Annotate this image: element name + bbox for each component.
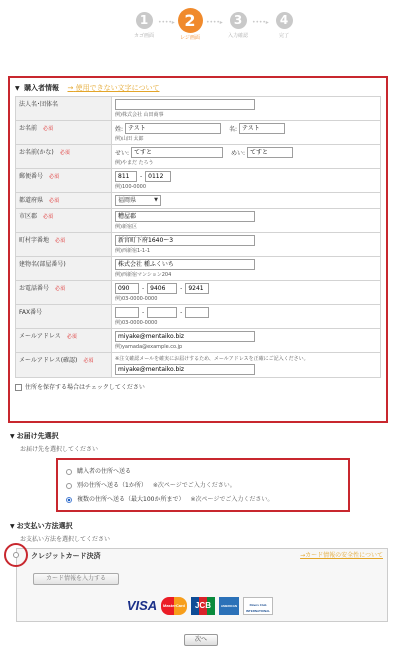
required-badge: 必須: [55, 286, 66, 292]
save-address-row[interactable]: [15, 382, 381, 391]
fax3-input[interactable]: [185, 307, 209, 318]
row-email: [16, 329, 381, 353]
zip2-input[interactable]: 0112: [145, 171, 171, 182]
example-text: 例)03-0000-0000: [115, 320, 158, 326]
field-label: メールアドレス(確認) 必須: [16, 353, 112, 378]
fax1-input[interactable]: [115, 307, 139, 318]
triangle-down-icon: ▼: [15, 85, 20, 92]
first-name-input[interactable]: テスト: [239, 123, 285, 134]
row-pref: [16, 193, 381, 209]
mastercard-logo: MasterCard: [161, 597, 187, 615]
example-text: 例)新宿区: [115, 224, 137, 230]
triangle-down-icon: ▼: [10, 523, 15, 530]
delivery-option-single[interactable]: 別の住所へ送る（1か所） ※次ページでご入力ください。: [66, 479, 340, 493]
row-kana: お名前(かな) 必須 せい: てすと めい: てすと 例)やまだ たろう: [16, 145, 381, 169]
field-label: 郵便番号 必須: [16, 169, 112, 193]
required-badge: 必須: [49, 198, 60, 204]
email-input[interactable]: miyake@mentaiko.biz: [115, 331, 255, 342]
step-register: [170, 10, 210, 41]
row-email-confirm: [16, 353, 381, 378]
example-text: 例)株式会社 山田商事: [115, 112, 164, 118]
field-label: お名前 必須: [16, 121, 112, 145]
example-text: 例)yamada@example.co.jp: [115, 344, 183, 350]
example-text: 例)西新宿1-1-1: [115, 248, 151, 254]
payment-section: [10, 520, 390, 626]
step-number: 3: [230, 12, 247, 29]
radio-button[interactable]: [66, 469, 72, 475]
row-zip: 郵便番号 必須 811 - 0112 例)100-0000: [16, 169, 381, 193]
street-input[interactable]: 新宮町下府1640ー3: [115, 235, 255, 246]
credit-card-radio[interactable]: [13, 552, 19, 558]
zip1-input[interactable]: 811: [115, 171, 137, 182]
purchaser-form: [15, 96, 381, 378]
step-label: 完了: [278, 33, 289, 39]
email-confirm-input[interactable]: miyake@mentaiko.biz: [115, 364, 255, 375]
delivery-subtext: お届け先を選択してください: [20, 446, 99, 453]
step-label: レジ画面: [180, 35, 200, 41]
field-label: メールアドレス 必須: [16, 329, 112, 353]
required-badge: 必須: [83, 358, 94, 364]
delivery-options: [56, 458, 350, 512]
field-label: 市区郡 必須: [16, 209, 112, 233]
example-text: 例)やまだ たろう: [115, 160, 154, 166]
step-arrow-icon: • • • • ▸: [206, 19, 222, 26]
payment-heading: ▼ お支払い方法選択: [10, 522, 73, 530]
email-confirm-note: ※注文確認メールを確実にお届けするため、メールアドレスを正確にご記入ください。: [115, 356, 309, 362]
example-text: 例)西新宿マンション204: [115, 272, 172, 278]
credit-card-option[interactable]: クレジットカード決済 →カード情報の安全性について: [17, 549, 387, 563]
delivery-option-multiple[interactable]: 複数の住所へ送る（最大100か所まで） ※次ページでご入力ください。: [66, 493, 340, 507]
row-name: お名前 必須 姓: テスト 名: テスト 例)山田 太郎: [16, 121, 381, 145]
field-label: 建物名(部屋番号): [16, 257, 112, 281]
building-input[interactable]: 株式会社 種ふくいち: [115, 259, 255, 270]
triangle-down-icon: ▼: [10, 433, 15, 440]
row-tel: お電話番号 必須 090 - 9406 - 9241 例)03-0000-0000: [16, 281, 381, 305]
example-text: 例)山田 太郎: [115, 136, 144, 142]
payment-option-box: [16, 548, 388, 626]
card-safety-link[interactable]: →カード情報の安全性について: [300, 552, 383, 559]
example-text: 例)03-0000-0000: [115, 296, 158, 302]
city-input[interactable]: 糟屋郡: [115, 211, 255, 222]
next-button[interactable]: 次へ: [184, 634, 218, 646]
step-number: 2: [178, 8, 203, 33]
row-building: [16, 257, 381, 281]
highlight-circle: [4, 543, 28, 567]
required-badge: 必須: [55, 238, 66, 244]
last-name-kana-input[interactable]: てすと: [131, 147, 223, 158]
save-address-label: 住所を保存する場合はチェックしてください: [25, 384, 145, 391]
required-badge: 必須: [59, 150, 70, 156]
row-corp: [16, 97, 381, 121]
tel2-input[interactable]: 9406: [147, 283, 177, 294]
field-label: お名前(かな) 必須: [16, 145, 112, 169]
delivery-section: [10, 430, 390, 503]
purchaser-section: [8, 76, 388, 423]
corp-input[interactable]: [115, 99, 255, 110]
delivery-option-self[interactable]: 購入者の住所へ送る: [66, 465, 340, 479]
example-text: 例)100-0000: [115, 184, 147, 190]
enter-card-button[interactable]: カード情報を入力する: [33, 573, 119, 585]
step-complete: [264, 10, 304, 39]
save-address-checkbox[interactable]: [15, 384, 22, 391]
tel1-input[interactable]: 090: [115, 283, 139, 294]
visa-logo: VISA: [126, 598, 158, 613]
radio-button-checked[interactable]: [66, 497, 72, 503]
last-name-input[interactable]: テスト: [125, 123, 221, 134]
step-label: 入力確認: [227, 33, 248, 39]
chevron-down-icon: ▼: [154, 197, 158, 203]
delivery-heading: ▼ お届け先選択: [10, 432, 59, 440]
required-badge: 必須: [43, 214, 54, 220]
amex-logo: AMERICAN EXPRESS: [219, 597, 239, 615]
field-label: 都道府県 必須: [16, 193, 112, 209]
required-badge: 必須: [49, 174, 60, 180]
row-fax: FAX番号 - - 例)03-0000-0000: [16, 305, 381, 329]
field-label: お電話番号 必須: [16, 281, 112, 305]
checkout-steps: [0, 10, 410, 56]
row-street: [16, 233, 381, 257]
field-label: FAX番号: [16, 305, 112, 329]
diners-logo: Diners Club INTERNATIONAL: [243, 597, 273, 615]
payment-subtext: お支払い方法を選択してください: [20, 536, 111, 543]
required-badge: 必須: [43, 126, 54, 132]
prefecture-select[interactable]: 福岡県 ▼: [115, 195, 161, 206]
first-name-kana-input[interactable]: てすと: [247, 147, 293, 158]
jcb-logo: JCB: [191, 597, 215, 615]
row-city: [16, 209, 381, 233]
step-number: 1: [136, 12, 153, 29]
field-label: 町村字番地 必須: [16, 233, 112, 257]
step-label: カゴ画面: [133, 33, 154, 39]
purchaser-heading: ▼ 購入者情報 → 使用できない文字について: [15, 84, 160, 92]
fax2-input[interactable]: [147, 307, 177, 318]
radio-button[interactable]: [66, 483, 72, 489]
unusable-chars-link[interactable]: → 使用できない文字について: [67, 84, 160, 92]
step-arrow-icon: • • • • ▸: [252, 19, 268, 26]
tel3-input[interactable]: 9241: [185, 283, 209, 294]
step-number: 4: [276, 12, 293, 29]
step-arrow-icon: • • • • ▸: [158, 19, 174, 26]
field-label: 法人名･団体名: [16, 97, 112, 121]
required-badge: 必須: [66, 334, 77, 340]
